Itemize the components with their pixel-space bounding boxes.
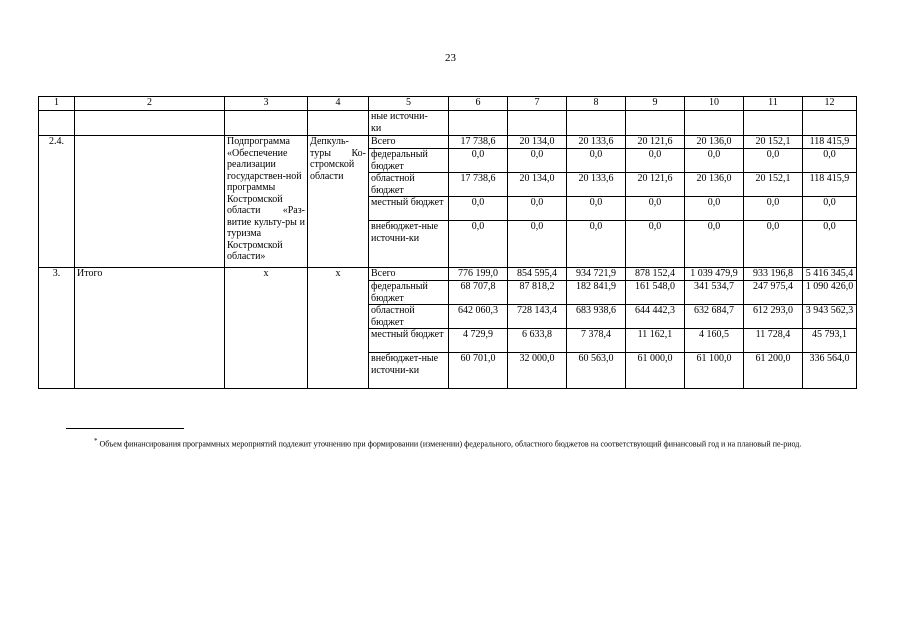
value-cell: 161 548,0 [626,281,685,305]
header-cell: 8 [567,97,626,111]
value-cell: 118 415,9 [803,136,857,149]
value-cell: 11 728,4 [744,329,803,353]
value-cell: 0,0 [803,197,857,221]
value-cell: 7 378,4 [567,329,626,353]
source-cell: областной бюджет [369,305,449,329]
header-row [39,97,857,111]
continuation-row [39,111,857,136]
value-cell: 933 196,8 [744,268,803,281]
value-cell: 20 133,6 [567,136,626,149]
value-cell: 20 121,6 [626,173,685,197]
value-cell: 20 134,0 [508,173,567,197]
value-cell: 0,0 [626,221,685,268]
value-cell: 0,0 [685,221,744,268]
value-cell: 5 416 345,4 [803,268,857,281]
value-cell: 61 000,0 [626,353,685,389]
source-cell: внебюджет-ные источни-ки [369,353,449,389]
footnote-mark: * [94,437,98,445]
table-row [39,136,857,149]
program-name: Подпрограмма «Обеспечение реализации государствен-ной программы Костромской области «Раз-витие культу-ры и туризма Костромской области» [225,136,308,268]
value-cell: 182 841,9 [567,281,626,305]
header-cell: 3 [225,97,308,111]
value-cell: 632 684,7 [685,305,744,329]
source-cell: областной бюджет [369,173,449,197]
header-cell: 2 [75,97,225,111]
value-cell: 32 000,0 [508,353,567,389]
value-cell: 728 143,4 [508,305,567,329]
value-cell: 0,0 [626,149,685,173]
source-cell: Всего [369,268,449,281]
value-cell: 336 564,0 [803,353,857,389]
header-cell: 7 [508,97,567,111]
value-cell: 0,0 [803,149,857,173]
executor: х [308,268,369,389]
value-cell: 60 563,0 [567,353,626,389]
row-number: 3. [39,268,75,389]
source-cell: местный бюджет [369,197,449,221]
value-cell: 0,0 [744,221,803,268]
value-cell: 4 729,9 [449,329,508,353]
value-cell: 60 701,0 [449,353,508,389]
value-cell: 1 090 426,0 [803,281,857,305]
value-cell: 0,0 [567,149,626,173]
row-number: 2.4. [39,136,75,268]
header-cell: 9 [626,97,685,111]
value-cell: 45 793,1 [803,329,857,353]
value-cell: 642 060,3 [449,305,508,329]
financing-table [38,96,857,389]
value-cell: 0,0 [744,197,803,221]
value-cell: 934 721,9 [567,268,626,281]
value-cell: 0,0 [449,221,508,268]
value-cell: 20 134,0 [508,136,567,149]
value-cell: 118 415,9 [803,173,857,197]
footnote [66,436,846,450]
measure-name [75,136,225,268]
source-cell: ные источни- ки [369,111,449,136]
value-cell: 17 738,6 [449,136,508,149]
value-cell: 61 100,0 [685,353,744,389]
header-cell: 11 [744,97,803,111]
source-cell: федеральный бюджет [369,281,449,305]
value-cell: 20 121,6 [626,136,685,149]
value-cell: 0,0 [626,197,685,221]
value-cell: 20 136,0 [685,173,744,197]
value-cell: 247 975,4 [744,281,803,305]
value-cell: 20 152,1 [744,173,803,197]
header-cell: 4 [308,97,369,111]
value-cell: 87 818,2 [508,281,567,305]
header-cell: 6 [449,97,508,111]
value-cell: 878 152,4 [626,268,685,281]
source-cell: федеральный бюджет [369,149,449,173]
executor: Депкуль-туры Ко-стромской области [308,136,369,268]
header-cell: 1 [39,97,75,111]
value-cell: 0,0 [567,197,626,221]
value-cell: 854 595,4 [508,268,567,281]
value-cell: 341 534,7 [685,281,744,305]
value-cell: 20 133,6 [567,173,626,197]
table-row [39,268,857,281]
footnote-text: Объем финансирования программных мероприятий подлежит уточнению при формировании (изменении) федерального, областного бюджетов на соответствующий финансовый год и на плановый пе-риод. [99,439,802,449]
value-cell: 1 039 479,9 [685,268,744,281]
value-cell: 0,0 [508,149,567,173]
value-cell: 0,0 [508,197,567,221]
value-cell: 0,0 [744,149,803,173]
value-cell: 0,0 [449,197,508,221]
measure-name: Итого [75,268,225,389]
value-cell: 61 200,0 [744,353,803,389]
header-cell: 12 [803,97,857,111]
value-cell: 68 707,8 [449,281,508,305]
source-cell: внебюджет-ные источни-ки [369,221,449,268]
header-cell: 10 [685,97,744,111]
footnote-divider [66,428,184,429]
header-cell: 5 [369,97,449,111]
program-name: х [225,268,308,389]
source-cell: местный бюджет [369,329,449,353]
value-cell: 0,0 [449,149,508,173]
value-cell: 776 199,0 [449,268,508,281]
value-cell: 0,0 [685,149,744,173]
value-cell: 4 160,5 [685,329,744,353]
value-cell: 20 136,0 [685,136,744,149]
value-cell: 17 738,6 [449,173,508,197]
value-cell: 644 442,3 [626,305,685,329]
value-cell: 612 293,0 [744,305,803,329]
value-cell: 0,0 [508,221,567,268]
value-cell: 6 633,8 [508,329,567,353]
value-cell: 20 152,1 [744,136,803,149]
value-cell: 0,0 [685,197,744,221]
value-cell: 3 943 562,3 [803,305,857,329]
value-cell: 683 938,6 [567,305,626,329]
value-cell: 11 162,1 [626,329,685,353]
source-cell: Всего [369,136,449,149]
value-cell: 0,0 [803,221,857,268]
page-number: 23 [445,52,456,64]
value-cell: 0,0 [567,221,626,268]
